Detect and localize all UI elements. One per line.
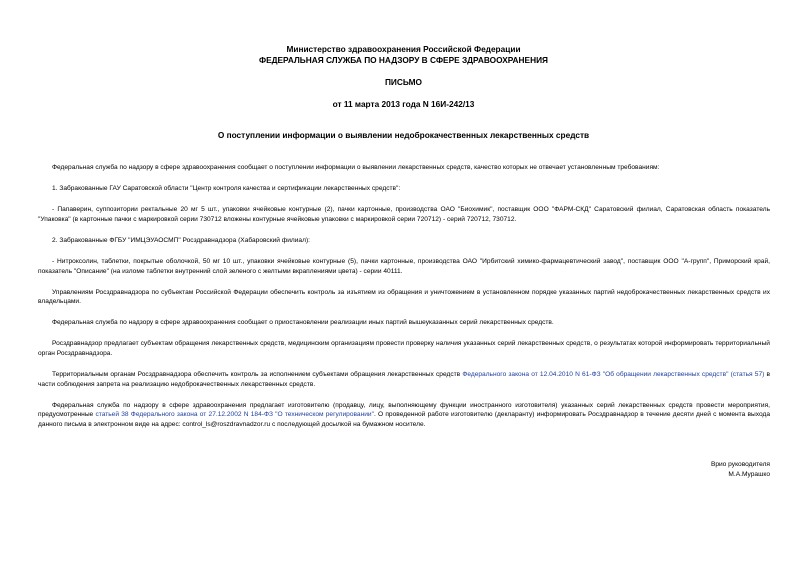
signatory-name: М.А.Мурашко [728, 471, 770, 478]
paragraph: - Нитроксолин, таблетки, покрытые оболочкой, 50 мг 10 шт., упаковки ячейковые контурные (5), пачки картонные, производства ОАО "Ирбитский химико-фармацевтический завод", поставщик ООО "А-групп", Приморский край, показатель "Описание" (на изломе таблетки внутренний слой зеленого с желтыми вкраплениями цвета) - серии 40111. [38, 257, 770, 275]
paragraph: Управлениям Росздравнадзора по субъектам Российской Федерации обеспечить контроль за изъятием из обращения и уничтожением в установленном порядке указанных партий недоброкачественных лекарственных средств их владельцами. [38, 288, 770, 306]
paragraph: 1. Забракованные ГАУ Саратовской области "Центр контроля качества и сертификации лекарственных средств": [52, 185, 401, 193]
letter-header [0, 44, 807, 110]
letter-body [38, 163, 770, 441]
paragraph: Росздравнадзор предлагает субъектам обращения лекарственных средств, медицинским организациям провести проверку наличия указанных серий лекарственных средств, о результатах которой информировать территориальный орган Росздравнадзора. [38, 340, 770, 358]
paragraph: 2. Забракованные ФГБУ "ИМЦЭУАОСМП" Росздравнадзора (Хабаровский филиал): [52, 236, 310, 244]
signatory-position: Врио руководителя [710, 461, 770, 468]
document-date-number: от 11 марта 2013 года N 16И-242/13 [332, 99, 475, 109]
paragraph: - Папаверин, суппозитории ректальные 20 мг 5 шт., упаковки ячейковые контурные (2), пачки картонные, производства ОАО "Биохимик", поставщик ООО "ФАРМ-СКД" Саратовский филиал, Саратовская область показатель "Упаковка" (в картонные пачки с маркировкой серии 730712 вложены контурные ячейковые упаковки с маркировкой серии 720712) - серий 720712, 730712. [38, 206, 770, 223]
paragraph [38, 401, 770, 430]
service-name: ФЕДЕРАЛЬНАЯ СЛУЖБА ПО НАДЗОРУ В СФЕРЕ ЗДРАВООХРАНЕНИЯ [259, 55, 548, 65]
paragraph-text: . О проведенной работе изготовителю (декларанту) информировать Росздравнадзор в течение десяти дней с момента выхода данного письма в электронном виде на адрес: control_ls@roszdravnadzor.ru с последующей досылкой на бумажном носителе. [38, 411, 771, 428]
article-38-law-184-link[interactable]: статьей 38 Федерального закона от 27.12.2002 N 184-ФЗ "О техническом регулировании" [95, 411, 374, 419]
document-subject: О поступлении информации о выявлении недоброкачественных лекарственных средств [217, 130, 590, 140]
paragraph: Федеральная служба по надзору в сфере здравоохранения сообщает о поступлении информации о выявлении лекарственных средств, качество которых не отвечает установленным требованиям: [52, 164, 660, 171]
federal-law-61-link[interactable]: Федерального закона от 12.04.2010 N 61-ФЗ "Об обращении лекарственных средств" [462, 371, 729, 379]
signature-block [711, 460, 770, 480]
article-57-link[interactable]: (статья 57) [730, 371, 765, 379]
paragraph: Федеральная служба по надзору в сфере здравоохранения сообщает о приостановлении реализации иных партий вышеуказанных серий лекарственных средств. [52, 319, 554, 327]
paragraph [38, 370, 770, 389]
paragraph-text: Федеральная служба по надзору в сфере здравоохранения предлагает изготовителю (продавцу, лицу, выполняющему функции иностранного изготовителя) указанных серий лекарственных средств провести мероприятия, предусмотренные [38, 401, 770, 419]
ministry-name: Министерство здравоохранения Российской Федерации [286, 44, 521, 54]
paragraph-text: в части соблюдения запрета на реализацию недоброкачественных лекарственных средств. [38, 371, 770, 388]
paragraph-text: Территориальным органам Росздравнадзора обеспечить контроль за исполнением субъектами обращения лекарственных средств [52, 371, 463, 379]
document-type: ПИСЬМО [384, 77, 423, 87]
